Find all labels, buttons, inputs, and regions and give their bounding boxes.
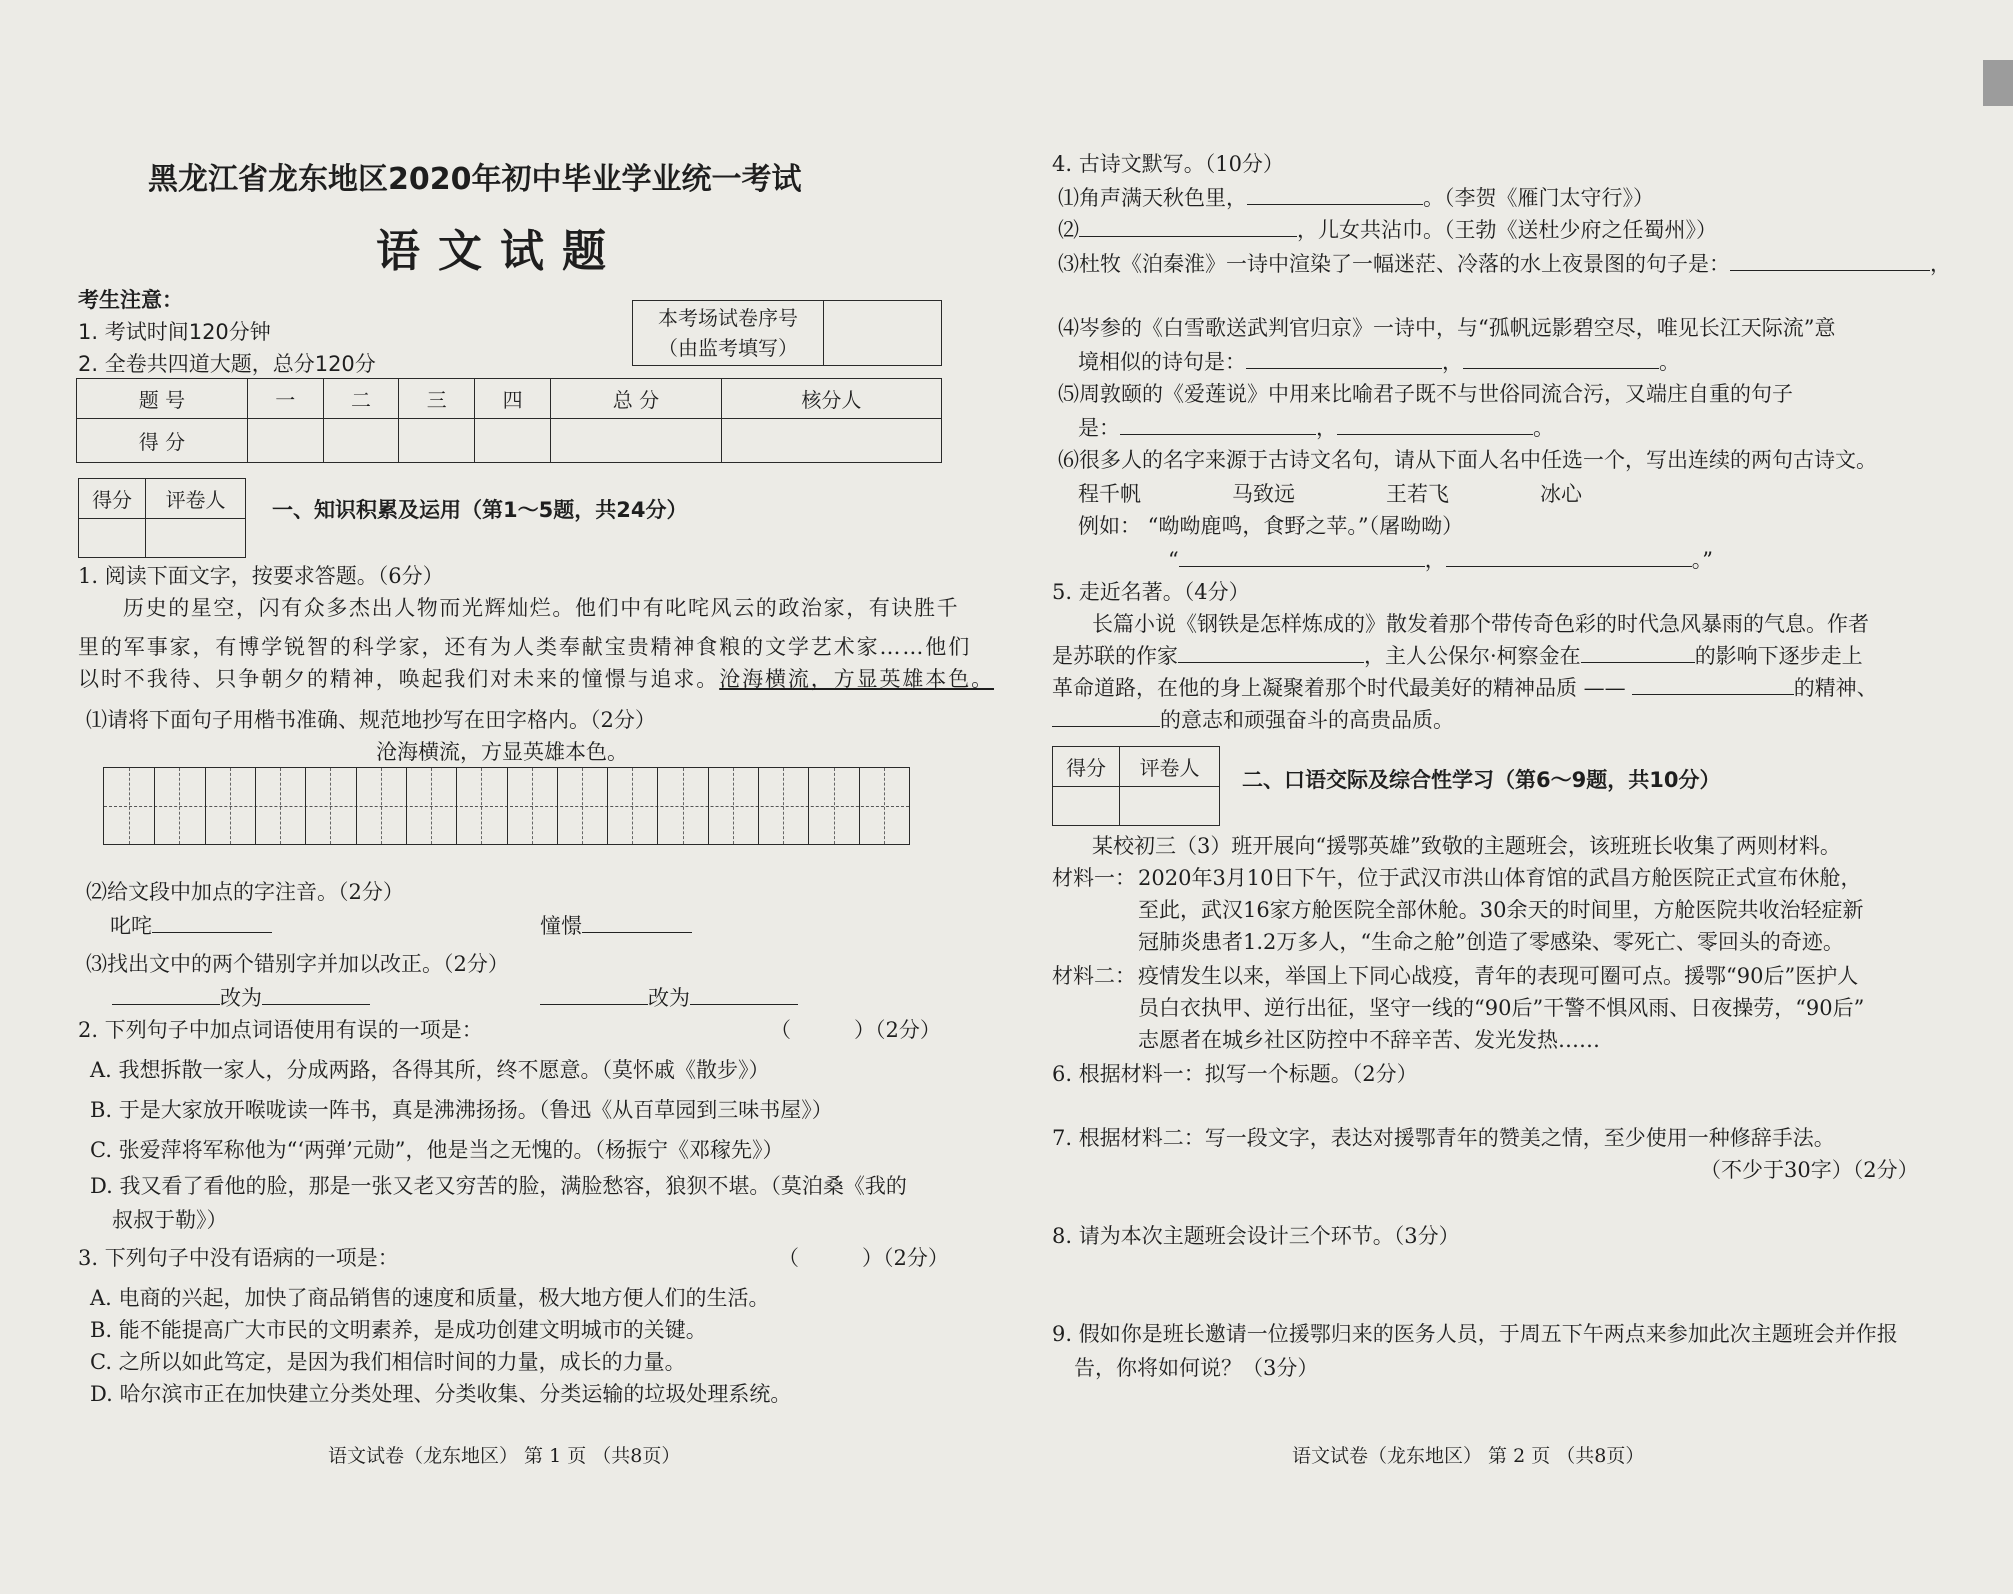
seat-label-2: （由监考填写）	[658, 336, 798, 360]
pinyin-word-2: 憧憬	[540, 914, 582, 938]
q1-passage-1: 历史的星空，闪有众多杰出人物而光辉灿烂。他们中有叱咤风云的政治家，有诀胜千	[123, 596, 960, 620]
tianzige-cell-border	[154, 768, 155, 844]
score-cell[interactable]	[475, 419, 551, 463]
material-2-line-2: 员白衣执甲、逆行出征，坚守一线的“90后”干警不惧风雨、日夜操劳，“90后”	[1138, 996, 1865, 1020]
subject-title: 语文试题	[376, 226, 624, 277]
q5-l3-end: 的精神、	[1793, 676, 1878, 700]
grader-name-label: 评卷人	[1120, 747, 1220, 787]
seat-number-label	[633, 301, 824, 366]
q1-pinyin-2	[540, 912, 692, 940]
q5-stem: 5. 走近名著。（4分）	[1052, 580, 1250, 604]
q4-3-text: ⑶杜牧《泊秦淮》一诗中渲染了一幅迷茫、冷落的水上夜景图的句子是：	[1058, 252, 1730, 276]
q4-4-blank-1[interactable]	[1246, 348, 1442, 369]
q4-6-answer	[1168, 546, 1713, 574]
q4-4-blank-2[interactable]	[1463, 348, 1659, 369]
q1-passage-2: 里的军事家，有博学锐智的科学家，还有为人类奉献宝贵精神食粮的文学艺术家……他们	[78, 635, 972, 659]
score-table	[76, 378, 942, 463]
q1-underlined-sentence: 沧海横流，方显英雄本色。	[719, 667, 995, 691]
tianzige-cell-guide	[230, 768, 231, 844]
tianzige-cell-border	[859, 768, 860, 844]
material-1-line-2: 至此，武汉16家方舱医院全部休舱。30余天的时间里，方舱医院共收治轻症新	[1138, 898, 1864, 922]
tianzige-cell-border	[657, 768, 658, 844]
tianzige-cell-border	[406, 768, 407, 844]
q4-2-num: ⑵	[1058, 218, 1079, 242]
q2-option-c: C. 张爱萍将军称他为“‘两弹’元勋”，他是当之无愧的。（杨振宁《邓稼先》）	[90, 1138, 784, 1162]
material-2-line-3: 志愿者在城乡社区防控中不辞辛苦、发光发热……	[1138, 1028, 1600, 1052]
q2-stem: 2. 下列句子中加点词语使用有误的一项是：	[78, 1018, 483, 1042]
q3-option-a: A. 电商的兴起，加快了商品销售的速度和质量，极大地方便人们的生活。	[90, 1286, 770, 1310]
q5-line-2	[1052, 642, 1863, 670]
material-1-line-1: 2020年3月10日下午，位于武汉市洪山体育馆的武昌方舱医院正式宣布休舱，	[1138, 866, 1862, 890]
wrong-char-blank-2[interactable]	[540, 984, 648, 1005]
q4-6-name-3: 王若飞	[1386, 482, 1449, 506]
q4-5b	[1078, 414, 1554, 442]
tianzige-cell-border	[557, 768, 558, 844]
correct-label-2: 改为	[648, 986, 690, 1010]
q4-3-end: ，	[1930, 252, 1951, 276]
q4-6-name-1: 程千帆	[1078, 482, 1141, 506]
tianzige-cell-guide	[129, 768, 130, 844]
correct-char-blank-2[interactable]	[690, 984, 798, 1005]
tianzige-cell-border	[758, 768, 759, 844]
q4-6-open-quote: “	[1168, 548, 1179, 572]
q3-answer-paren[interactable]: （ ）（2分）	[778, 1246, 949, 1270]
tianzige-cell-border	[507, 768, 508, 844]
tianzige-cell-guide	[733, 768, 734, 844]
grader-score-cell[interactable]	[79, 519, 146, 558]
tianzige-cell-border	[708, 768, 709, 844]
scan-edge-mark	[1983, 60, 2013, 106]
tianzige-cell-guide	[632, 768, 633, 844]
q4-4b-text: 境相似的诗句是：	[1078, 350, 1246, 374]
correct-char-blank-1[interactable]	[262, 984, 370, 1005]
tianzige-cell-guide	[330, 768, 331, 844]
score-cell[interactable]	[721, 419, 941, 463]
q4-5-blank-2[interactable]	[1337, 414, 1533, 435]
q4-5-end: 。	[1533, 416, 1554, 440]
grader-name-label: 评卷人	[146, 479, 246, 519]
tianzige-cell-guide	[884, 768, 885, 844]
q2-answer-paren[interactable]: （ ）（2分）	[770, 1018, 941, 1042]
tianzige-cell-border	[456, 768, 457, 844]
grader-score-label: 得分	[1053, 747, 1120, 787]
q4-4-end: 。	[1659, 350, 1680, 374]
q4-5-blank-1[interactable]	[1120, 414, 1316, 435]
q5-l2-text-3: 的影响下逐步走上	[1694, 644, 1863, 668]
q4-4a: ⑷岑参的《白雪歌送武判官归京》一诗中，与“孤帆远影碧空尽，唯见长江天际流”意	[1058, 316, 1836, 340]
pinyin-blank-1[interactable]	[152, 912, 272, 933]
q1-stem: 1. 阅读下面文字，按要求答题。（6分）	[78, 564, 444, 588]
q4-4-sep: ，	[1442, 350, 1463, 374]
q2-option-b: B. 于是大家放开喉咙读一阵书，真是沸沸扬扬。（鲁迅《从百草园到三味书屋》）	[90, 1098, 833, 1122]
score-row-label: 得 分	[77, 419, 248, 463]
q4-4b	[1078, 348, 1680, 376]
q4-1-blank[interactable]	[1247, 184, 1423, 205]
score-cell[interactable]	[399, 419, 475, 463]
q4-5a: ⑸周敦颐的《爱莲说》中用来比喻君子既不与世俗同流合污，又端庄自重的句子	[1058, 382, 1793, 406]
q4-1	[1058, 184, 1654, 212]
section-1-title: 一、知识积累及运用（第1～5题，共24分）	[272, 498, 688, 522]
q4-6-blank-2[interactable]	[1446, 546, 1692, 567]
score-header-cell: 题 号	[77, 379, 248, 419]
intro: 某校初三（3）班开展向“援鄂英雄”致敬的主题班会，该班班长收集了两则材料。	[1092, 834, 1841, 858]
score-cell[interactable]	[247, 419, 323, 463]
q4-2-blank[interactable]	[1079, 216, 1297, 237]
q4-6-example: 例如： “呦呦鹿鸣，食野之苹。”（屠呦呦）	[1078, 514, 1464, 538]
tianzige-cell-guide	[582, 768, 583, 844]
grader-name-cell[interactable]	[1120, 787, 1220, 826]
q1-pinyin-1	[110, 912, 272, 940]
q5-mentor-blank[interactable]	[1581, 642, 1695, 663]
q5-line-4	[1052, 706, 1454, 734]
q5-author-blank[interactable]	[1178, 642, 1364, 663]
q4-6-sep: ，	[1424, 548, 1446, 572]
notice-2: 2. 全卷共四道大题，总分120分	[78, 352, 376, 376]
wrong-char-blank-1[interactable]	[112, 984, 220, 1005]
q1-passage-3-text: 以时不我待、只争朝夕的精神，唤起我们对未来的憧憬与追求。	[78, 667, 720, 691]
tianzige-cell-border	[808, 768, 809, 844]
material-2-line-1: 疫情发生以来，举国上下同心战疫，青年的表现可圈可点。援鄂“90后”医护人	[1138, 964, 1859, 988]
q1-sub3: ⑶找出文中的两个错别字并加以改正。（2分）	[86, 952, 509, 976]
q1-sub2: ⑵给文段中加点的字注音。（2分）	[86, 880, 404, 904]
tianzige-cell-guide	[783, 768, 784, 844]
grader-score-label: 得分	[79, 479, 146, 519]
q5-line-1: 长篇小说《钢铁是怎样炼成的》散发着那个带传奇色彩的时代急风暴雨的气息。作者	[1092, 612, 1869, 636]
page-2-footer: 语文试卷（龙东地区） 第 2 页 （共8页）	[1292, 1445, 1645, 1467]
q4-1-source: 。（李贺《雁门太守行》）	[1423, 186, 1654, 210]
tianzige-cell-guide	[431, 768, 432, 844]
q1-correct-1	[112, 984, 370, 1012]
q4-6-blank-1[interactable]	[1179, 546, 1425, 567]
tianzige-cell-guide	[179, 768, 180, 844]
q5-l2-text-2: ，主人公保尔·柯察金在	[1364, 644, 1581, 668]
q4-2-text: ，儿女共沾巾。（王勃《送杜少府之任蜀州》）	[1297, 218, 1717, 242]
tianzige-cell-guide	[683, 768, 684, 844]
q1-copy-sentence: 沧海横流，方显英雄本色。	[376, 740, 628, 764]
q3-option-d: D. 哈尔滨市正在加快建立分类处理、分类收集、分类运输的垃圾处理系统。	[90, 1382, 792, 1406]
q4-6-name-2: 马致远	[1232, 482, 1295, 506]
q5-spirit-blank[interactable]	[1632, 674, 1794, 695]
q8: 8. 请为本次主题班会设计三个环节。（3分）	[1052, 1224, 1460, 1248]
tianzige-cell-border	[356, 768, 357, 844]
pinyin-word-1: 叱咤	[110, 914, 152, 938]
seat-number-input[interactable]	[824, 301, 942, 366]
tianzige-cell-guide	[381, 768, 382, 844]
q5-l3-text: 革命道路，在他的身上凝聚着那个时代最美好的精神品质 ——	[1052, 676, 1626, 700]
q4-6-name-4: 冰心	[1540, 482, 1582, 506]
score-header-cell: 三	[399, 379, 475, 419]
q4-3-blank[interactable]	[1730, 250, 1930, 271]
q1-sub1: ⑴请将下面句子用楷书准确、规范地抄写在田字格内。（2分）	[86, 708, 656, 732]
score-cell[interactable]	[323, 419, 399, 463]
q4-1-text: ⑴角声满天秋色里，	[1058, 186, 1247, 210]
page-1-footer: 语文试卷（龙东地区） 第 1 页 （共8页）	[328, 1445, 681, 1467]
grader-score-cell[interactable]	[1053, 787, 1120, 826]
notice-title: 考生注意：	[78, 288, 183, 312]
tianzige-cell-guide	[280, 768, 281, 844]
q4-5-sep: ，	[1316, 416, 1337, 440]
tianzige-cell-border	[607, 768, 608, 844]
q9-line-1: 9. 假如你是班长邀请一位援鄂归来的医务人员，于周五下午两点来参加此次主题班会并作报	[1052, 1322, 1898, 1346]
material-1-label: 材料一：	[1052, 866, 1136, 890]
seat-label-1: 本考场试卷序号	[658, 306, 798, 330]
tianzige-cell-guide	[834, 768, 835, 844]
score-header-cell: 一	[247, 379, 323, 419]
q4-6-close-quote: 。”	[1691, 548, 1713, 572]
q1-correct-2	[540, 984, 798, 1012]
q5-line-3	[1052, 674, 1878, 702]
q5-l2-text-1: 是苏联的作家	[1052, 644, 1178, 668]
score-header-cell: 核分人	[721, 379, 941, 419]
score-cell[interactable]	[550, 419, 721, 463]
tianzige-grid[interactable]	[103, 767, 910, 845]
pinyin-blank-2[interactable]	[582, 912, 692, 933]
q4-6: ⑹很多人的名字来源于古诗文名句，请从下面人名中任选一个，写出连续的两句古诗文。	[1058, 448, 1877, 472]
tianzige-cell-border	[205, 768, 206, 844]
q5-l4-text: 的意志和顽强奋斗的高贵品质。	[1160, 708, 1454, 732]
q4-stem: 4. 古诗文默写。（10分）	[1052, 152, 1284, 176]
grader-name-cell[interactable]	[146, 519, 246, 558]
exam-title: 黑龙江省龙东地区2020年初中毕业学业统一考试	[148, 162, 802, 197]
q9-line-2: 告，你将如何说？（3分）	[1074, 1356, 1319, 1380]
tianzige-cell-guide	[481, 768, 482, 844]
tianzige-cell-border	[255, 768, 256, 844]
tianzige-cell-guide	[532, 768, 533, 844]
q4-3	[1058, 250, 1951, 278]
grader-box-1	[78, 478, 246, 558]
page-2	[1010, 0, 2013, 1594]
q7-requirement: （不少于30字）（2分）	[1700, 1158, 1919, 1182]
q3-stem: 3. 下列句子中没有语病的一项是：	[78, 1246, 399, 1270]
notice-1: 1. 考试时间120分钟	[78, 320, 271, 344]
score-header-cell: 四	[475, 379, 551, 419]
correct-label-1: 改为	[220, 986, 262, 1010]
q1-passage-3	[78, 665, 994, 693]
material-2-label: 材料二：	[1052, 964, 1136, 988]
q3-option-b: B. 能不能提高广大市民的文明素养，是成功创建文明城市的关键。	[90, 1318, 707, 1342]
q6: 6. 根据材料一：拟写一个标题。（2分）	[1052, 1062, 1418, 1086]
q5-will-blank[interactable]	[1052, 706, 1160, 727]
q4-2	[1058, 216, 1717, 244]
seat-number-box	[632, 300, 942, 366]
tianzige-cell-border	[305, 768, 306, 844]
grader-box-2	[1052, 746, 1220, 826]
score-header-cell: 总 分	[550, 379, 721, 419]
q4-5b-text: 是：	[1078, 416, 1120, 440]
q2-option-d-1: D. 我又看了看他的脸，那是一张又老又穷苦的脸，满脸愁容，狼狈不堪。（莫泊桑《我的	[90, 1174, 907, 1198]
q7: 7. 根据材料二：写一段文字，表达对援鄂青年的赞美之情，至少使用一种修辞手法。	[1052, 1126, 1835, 1150]
q2-option-a: A. 我想拆散一家人，分成两路，各得其所，终不愿意。（莫怀戚《散步》）	[90, 1058, 770, 1082]
section-2-title: 二、口语交际及综合性学习（第6～9题，共10分）	[1242, 768, 1721, 792]
q3-option-c: C. 之所以如此笃定，是因为我们相信时间的力量，成长的力量。	[90, 1350, 686, 1374]
material-1-line-3: 冠肺炎患者1.2万多人，“生命之舱”创造了零感染、零死亡、零回头的奇迹。	[1138, 930, 1844, 954]
q2-option-d-2: 叔叔于勒》）	[112, 1208, 228, 1232]
score-header-cell: 二	[323, 379, 399, 419]
